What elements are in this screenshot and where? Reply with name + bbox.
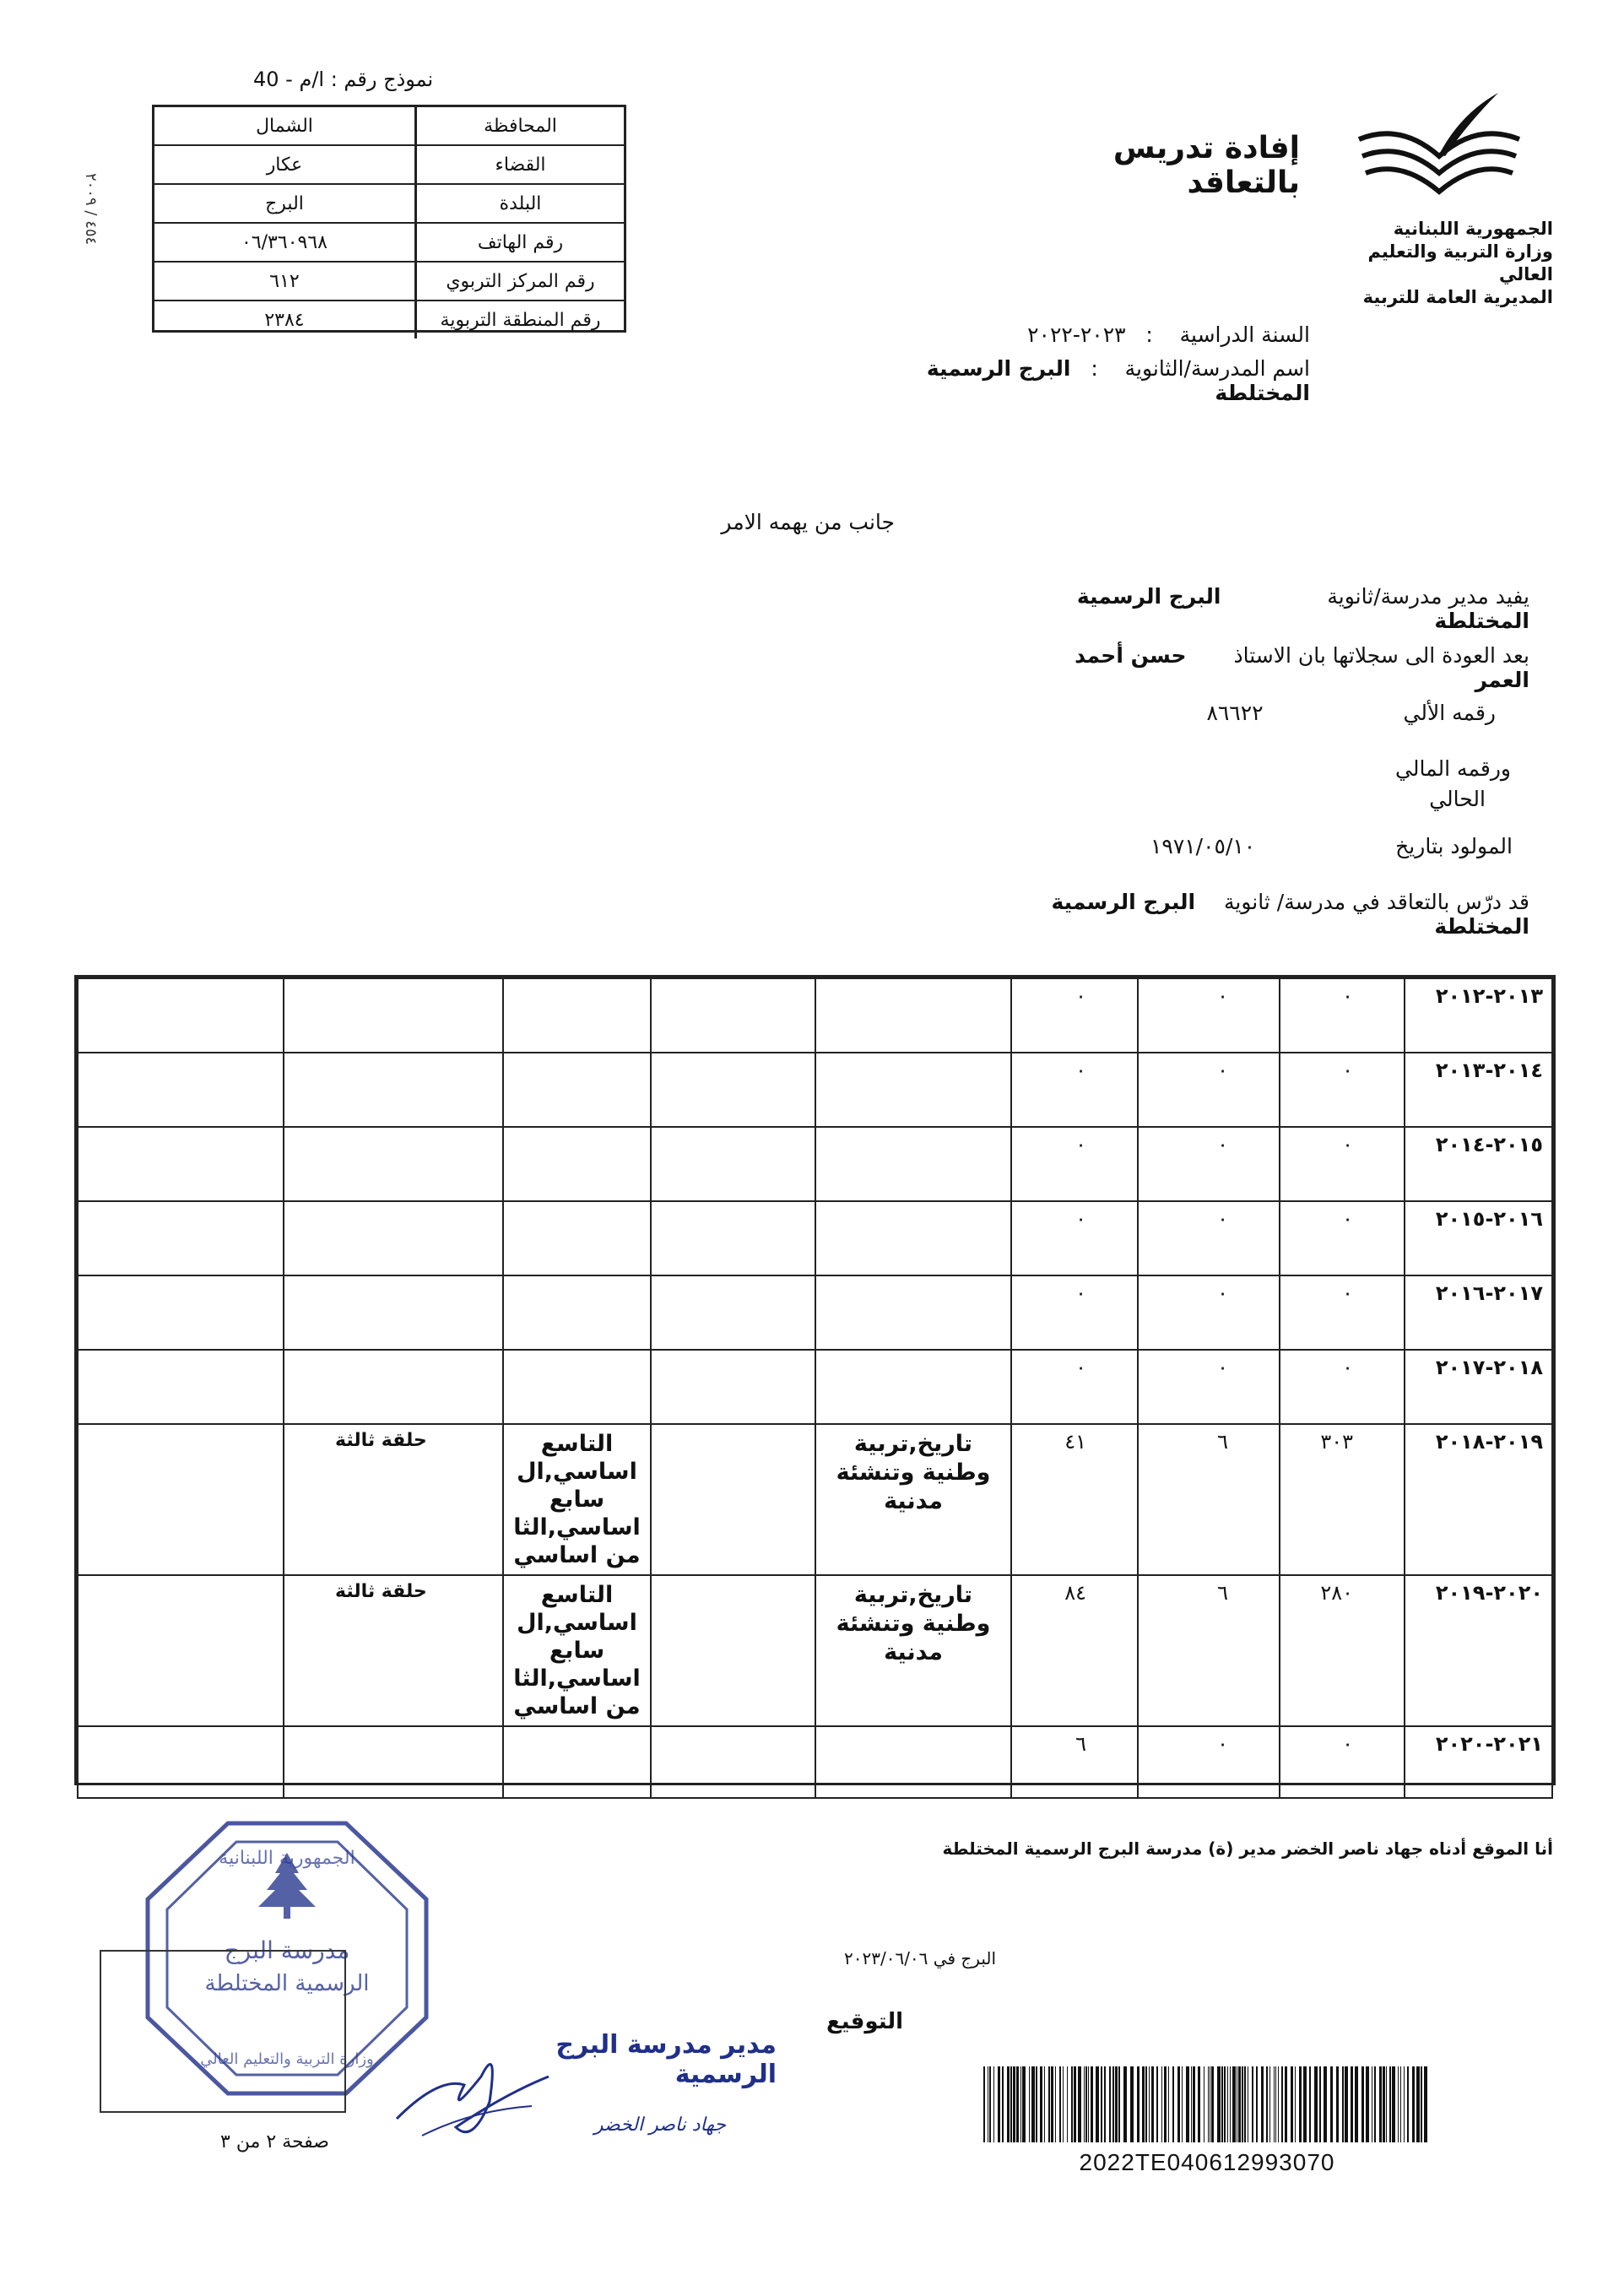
barcode-bar — [1109, 2066, 1111, 2142]
grades-cell: التاسع اساسي,ال سابع اساسي,الثا من اساسي — [503, 1575, 651, 1726]
svg-text:مدرسة البرج: مدرسة البرج — [224, 1936, 350, 1964]
barcode-number: 2022TE040612993070 — [1079, 2149, 1335, 2175]
count-cell: ٠ — [1011, 1350, 1138, 1424]
barcode-bar — [1142, 2066, 1145, 2142]
barcode-bar — [1407, 2066, 1409, 2142]
empty-cell — [78, 1350, 284, 1424]
subject-cell — [815, 1350, 1011, 1424]
barcode-bar — [1275, 2066, 1276, 2142]
handwritten-side-note: ٤٥٤ / ٢٠٠٩ — [82, 173, 100, 246]
barcode-bar — [1351, 2066, 1353, 2142]
grades-cell — [503, 1127, 651, 1201]
teacher-name: حسن أحمد العمر — [1075, 643, 1529, 692]
barcode-bar — [1085, 2066, 1087, 2142]
empty-cell — [651, 1201, 815, 1275]
barcode-bar — [998, 2066, 1000, 2142]
grades-cell — [503, 1726, 651, 1798]
barcode-bar — [1091, 2066, 1093, 2142]
grades-cell — [503, 1275, 651, 1350]
info-row-region-number — [154, 301, 624, 338]
table-body — [78, 978, 1552, 1798]
barcode-bar — [1193, 2066, 1195, 2142]
school-year-line — [928, 322, 1310, 347]
barcode-bar — [1198, 2066, 1200, 2142]
barcode-bar — [1266, 2066, 1268, 2142]
barcode-bar — [1424, 2066, 1427, 2142]
auto-number-label: رقمه الألي — [1403, 701, 1496, 725]
year-cell: ٢٠٢١-٢٠٢٠ — [1405, 1726, 1552, 1798]
table-row — [78, 1275, 1552, 1350]
barcode-bar — [1088, 2066, 1089, 2142]
empty-cell — [651, 1350, 815, 1424]
barcode-bar — [1078, 2066, 1081, 2142]
barcode-bar — [1096, 2066, 1099, 2142]
barcode-bar — [1242, 2066, 1243, 2142]
empty-cell — [651, 1424, 815, 1575]
info-label: رقم المركز التربوي — [414, 263, 624, 300]
count-cell: ٠ — [1011, 1275, 1138, 1350]
school-year-value: ٢٠٢٣-٢٠٢٢ — [1027, 322, 1126, 347]
barcode-bar — [1031, 2066, 1035, 2142]
barcode-bar — [1361, 2066, 1364, 2142]
barcode-bar — [1123, 2066, 1127, 2142]
school-info-box — [152, 105, 626, 333]
weekly-cell: ٠ — [1138, 1726, 1280, 1798]
empty-cell — [78, 1726, 284, 1798]
hours-cell: ٠ — [1280, 1350, 1405, 1424]
barcode-bar — [1084, 2066, 1085, 2142]
barcode-bar — [1177, 2066, 1180, 2142]
table-row — [78, 1201, 1552, 1275]
history-table — [77, 977, 1553, 1799]
subject-cell — [815, 1726, 1011, 1798]
table-row — [78, 1053, 1552, 1127]
barcode-bar — [1232, 2066, 1236, 2142]
barcode-bar — [1156, 2066, 1158, 2142]
table-row — [78, 1127, 1552, 1201]
barcode-bar — [1145, 2066, 1147, 2142]
empty-cell — [651, 1726, 815, 1798]
barcode-bar — [1063, 2066, 1064, 2142]
weekly-cell: ٠ — [1138, 1275, 1280, 1350]
barcode-bar — [1281, 2066, 1283, 2142]
auto-number-value: ٨٦٦٢٢ — [1206, 701, 1264, 725]
info-value: ٦١٢ — [269, 270, 300, 292]
empty-cell — [78, 1201, 284, 1275]
empty-cell — [651, 1127, 815, 1201]
barcode-bar — [1151, 2066, 1154, 2142]
barcode-bar — [989, 2066, 991, 2142]
issue-date: البرج في ٢٠٢٣/٠٦/٠٦ — [844, 1948, 996, 1968]
info-label: البلدة — [414, 185, 624, 222]
barcode-bar — [1412, 2066, 1415, 2142]
barcode-bar — [1016, 2066, 1019, 2142]
barcode-bar — [1211, 2066, 1214, 2142]
form-number: نموذج رقم : ا/م - 40 — [253, 68, 434, 91]
barcode-bar — [1224, 2066, 1226, 2142]
hours-cell: ٣٠٣ — [1280, 1424, 1405, 1575]
signature-label: التوقيع — [826, 2009, 903, 2034]
info-label: رقم المنطقة التربوية — [414, 301, 624, 338]
hours-cell: ٠ — [1280, 1726, 1405, 1798]
barcode-bar — [1274, 2066, 1275, 2142]
barcode-bar — [1010, 2066, 1012, 2142]
birth-date-line — [1097, 834, 1513, 858]
year-cell: ٢٠١٨-٢٠١٧ — [1405, 1350, 1552, 1424]
colon: : — [1077, 356, 1118, 381]
info-label: القضاء — [414, 146, 624, 183]
svg-text:الجمهورية اللبنانية: الجمهورية اللبنانية — [219, 1848, 355, 1869]
empty-cell — [651, 1575, 815, 1726]
barcode-bar — [1101, 2066, 1102, 2142]
subject-cell: تاريخ,تربية وطنية وتنشئة مدنية — [815, 1424, 1011, 1575]
ministry-line-2: وزارة التربية والتعليم العالي — [1367, 241, 1553, 284]
ministry-header — [1329, 218, 1553, 309]
hours-cell: ٠ — [1280, 1201, 1405, 1275]
barcode-bar — [1172, 2066, 1174, 2142]
barcode-bar — [1355, 2066, 1358, 2142]
hours-cell: ٠ — [1280, 1053, 1405, 1127]
weekly-cell: ٠ — [1138, 1350, 1280, 1424]
count-cell: ٦ — [1011, 1726, 1138, 1798]
records-line — [1047, 643, 1529, 692]
hours-cell: ٠ — [1280, 1127, 1405, 1201]
cycle-cell — [284, 1201, 503, 1275]
barcode-bar — [1164, 2066, 1167, 2142]
barcode-bar — [1029, 2066, 1030, 2142]
count-cell: ٠ — [1011, 1053, 1138, 1127]
info-value: ٢٣٨٤ — [264, 309, 305, 331]
subject-cell — [815, 978, 1011, 1053]
barcode-bar — [1048, 2066, 1050, 2142]
barcode-bar — [1074, 2066, 1076, 2142]
grades-cell: التاسع اساسي,ال سابع اساسي,الثا من اساسي — [503, 1424, 651, 1575]
info-value: عكار — [266, 154, 303, 176]
barcode-bar — [1366, 2066, 1369, 2142]
weekly-cell: ٠ — [1138, 1201, 1280, 1275]
barcode-bar — [1191, 2066, 1192, 2142]
barcode-bar — [1383, 2066, 1385, 2142]
to-whom-it-may-concern: جانب من يهمه الامر — [721, 510, 895, 534]
grades-cell — [503, 1350, 651, 1424]
barcode-bar — [1071, 2066, 1073, 2142]
barcode-bar — [1291, 2066, 1293, 2142]
table-row — [78, 1726, 1552, 1798]
barcode-bar — [1285, 2066, 1287, 2142]
barcode-bar — [1051, 2066, 1053, 2142]
barcode-bar — [1314, 2066, 1318, 2142]
school-year-label: السنة الدراسية — [1179, 322, 1310, 347]
info-value: الشمال — [256, 115, 313, 137]
year-cell: ٢٠٢٠-٢٠١٩ — [1405, 1575, 1552, 1726]
barcode-bar — [1392, 2066, 1395, 2142]
school-name-line — [827, 356, 1310, 405]
taught-school: البرج الرسمية المختلطة — [1051, 890, 1529, 939]
barcode-bar — [1400, 2066, 1401, 2142]
barcode-bar — [1416, 2066, 1420, 2142]
weekly-cell: ٠ — [1138, 978, 1280, 1053]
empty-cell — [78, 1127, 284, 1201]
barcode-bar — [1389, 2066, 1391, 2142]
barcode-bar — [1059, 2066, 1061, 2142]
weekly-cell: ٦ — [1138, 1424, 1280, 1575]
barcode-bar — [1036, 2066, 1037, 2142]
ministry-line-3: المديرية العامة للتربية — [1362, 287, 1553, 307]
barcode-bar — [1112, 2066, 1114, 2142]
barcode-bar — [1208, 2066, 1209, 2142]
barcode-bar — [1007, 2066, 1010, 2142]
barcode-bar — [1020, 2066, 1021, 2142]
svg-text:وزارة التربية والتعليم العالي: وزارة التربية والتعليم العالي — [200, 2050, 374, 2068]
barcode-bar — [1295, 2066, 1296, 2142]
page-number: صفحة ٢ من ٣ — [220, 2131, 329, 2152]
empty-cell — [78, 1575, 284, 1726]
director-stamp-title: مدير مدرسة البرج الرسمية — [555, 2030, 777, 2089]
barcode-bar — [1230, 2066, 1231, 2142]
cycle-cell: حلقة ثالثة — [284, 1575, 503, 1726]
cycle-cell — [284, 1726, 503, 1798]
barcode-bar — [1244, 2066, 1246, 2142]
hours-cell: ٠ — [1280, 978, 1405, 1053]
barcode-bar — [1217, 2066, 1221, 2142]
empty-cell — [78, 978, 284, 1053]
school-name-value: البرج الرسمية المختلطة — [926, 356, 1310, 405]
info-value: ٠٦/٣٦٠٩٦٨ — [241, 231, 328, 253]
table-row — [78, 1350, 1552, 1424]
barcode-bar — [1182, 2066, 1183, 2142]
barcode-bar — [1299, 2066, 1302, 2142]
table-row — [78, 1575, 1552, 1726]
stamp-frame — [100, 1950, 346, 2113]
subject-cell — [815, 1127, 1011, 1201]
director-stamp-name: جهاد ناصر الخضر — [593, 2115, 726, 2136]
empty-cell — [78, 1275, 284, 1350]
barcode-bar — [1168, 2066, 1169, 2142]
barcode-bar — [1278, 2066, 1279, 2142]
cycle-cell — [284, 1053, 503, 1127]
empty-cell — [78, 1053, 284, 1127]
year-cell: ٢٠١٥-٢٠١٤ — [1405, 1127, 1552, 1201]
barcode-bar — [1252, 2066, 1253, 2142]
cycle-cell — [284, 1275, 503, 1350]
barcode-bar — [1104, 2066, 1106, 2142]
cycle-cell: حلقة ثالثة — [284, 1424, 503, 1575]
barcode-bar — [1044, 2066, 1045, 2142]
barcode-bar — [1238, 2066, 1241, 2142]
hours-cell: ٠ — [1280, 1275, 1405, 1350]
barcode-bar — [1269, 2066, 1270, 2142]
grades-cell — [503, 978, 651, 1053]
barcode-bar — [1336, 2066, 1339, 2142]
birth-date-label: المولود بتاريخ — [1395, 834, 1513, 858]
handwritten-signature — [388, 2026, 557, 2152]
info-row-phone — [154, 224, 624, 263]
grades-cell — [503, 1053, 651, 1127]
empty-cell — [651, 978, 815, 1053]
informs-school: البرج الرسمية المختلطة — [1076, 584, 1529, 633]
info-label: المحافظة — [414, 107, 624, 144]
barcode-bar — [1227, 2066, 1228, 2142]
hours-cell: ٢٨٠ — [1280, 1575, 1405, 1726]
barcode-bar — [1161, 2066, 1162, 2142]
ministry-line-1: الجمهورية اللبنانية — [1393, 219, 1553, 239]
barcode-bar — [1013, 2066, 1015, 2142]
declaration-text: أنا الموقع أدناه جهاد ناصر الخضر مدير (ة) مدرسة البرج الرسمية المختلطة — [942, 1838, 1553, 1859]
year-cell: ٢٠١٣-٢٠١٢ — [1405, 978, 1552, 1053]
weekly-cell: ٦ — [1138, 1575, 1280, 1726]
auto-number-line — [1182, 701, 1496, 725]
year-cell: ٢٠١٩-٢٠١٨ — [1405, 1424, 1552, 1575]
school-name-label: اسم المدرسة/الثانوية — [1124, 356, 1310, 381]
informs-label: يفيد مدير مدرسة/ثانوية — [1327, 584, 1529, 609]
empty-cell — [78, 1424, 284, 1575]
barcode-bar — [1055, 2066, 1056, 2142]
weekly-cell: ٠ — [1138, 1053, 1280, 1127]
birth-date-value: ١٩٧١/٠٥/١٠ — [1150, 834, 1256, 858]
info-row-center-number — [154, 263, 624, 301]
empty-cell — [651, 1053, 815, 1127]
barcode-bar — [1374, 2066, 1376, 2142]
barcode-bar — [1002, 2066, 1004, 2142]
barcode-bar — [1040, 2066, 1042, 2142]
barcode-bar — [1324, 2066, 1327, 2142]
barcode-bar — [1330, 2066, 1333, 2142]
subject-cell — [815, 1053, 1011, 1127]
teaching-history-table — [74, 975, 1556, 1785]
barcode-bar — [983, 2066, 985, 2142]
info-value: البرج — [265, 192, 304, 214]
barcode-bar — [1130, 2066, 1134, 2142]
barcode-bar — [1115, 2066, 1118, 2142]
count-cell: ٠ — [1011, 978, 1138, 1053]
count-cell: ٠ — [1011, 1127, 1138, 1201]
info-row-governorate — [154, 107, 624, 146]
year-cell: ٢٠١٤-٢٠١٣ — [1405, 1053, 1552, 1127]
barcode-bar — [1067, 2066, 1068, 2142]
barcode-bar — [1309, 2066, 1311, 2142]
taught-at-line — [1004, 890, 1529, 939]
barcode-bar — [1404, 2066, 1405, 2142]
barcode-bar — [1386, 2066, 1387, 2142]
document-title: إفادة تدريس بالتعاقد — [1112, 131, 1300, 200]
financial-number-label-1: ورقمه المالي — [1395, 756, 1511, 781]
barcode-bar — [1118, 2066, 1120, 2142]
count-cell: ٠ — [1011, 1201, 1138, 1275]
barcode-bar — [1022, 2066, 1026, 2142]
barcode-bar — [1261, 2066, 1264, 2142]
subject-cell: تاريخ,تربية وطنية وتنشئة مدنية — [815, 1575, 1011, 1726]
grades-cell — [503, 1201, 651, 1275]
barcode-bar — [1345, 2066, 1348, 2142]
financial-number-label-2: الحالي — [1429, 787, 1486, 811]
info-row-town — [154, 185, 624, 224]
ministry-book-logo-icon — [1351, 89, 1528, 207]
weekly-cell: ٠ — [1138, 1127, 1280, 1201]
subject-cell — [815, 1275, 1011, 1350]
barcode-bar — [1186, 2066, 1189, 2142]
cycle-cell — [284, 978, 503, 1053]
empty-cell — [651, 1275, 815, 1350]
barcode-bar — [1149, 2066, 1150, 2142]
barcode-bar — [1379, 2066, 1382, 2142]
barcode-bar — [1256, 2066, 1258, 2142]
info-label: رقم الهاتف — [414, 224, 624, 261]
informs-line — [1004, 584, 1529, 633]
count-cell: ٤١ — [1011, 1424, 1138, 1575]
barcode-bar — [1421, 2066, 1422, 2142]
barcode-bar — [1303, 2066, 1307, 2142]
colon: : — [1132, 322, 1173, 347]
records-label: بعد العودة الى سجلاتها بان الاستاذ — [1233, 643, 1529, 668]
count-cell: ٨٤ — [1011, 1575, 1138, 1726]
barcode-bar — [993, 2066, 994, 2142]
barcode-bar — [1137, 2066, 1140, 2142]
taught-label: قد درّس بالتعاقد في مدرسة/ ثانوية — [1224, 890, 1529, 914]
table-row — [78, 978, 1552, 1053]
barcode-bar — [1319, 2066, 1321, 2142]
barcode-bar — [1342, 2066, 1344, 2142]
barcode-bar — [1221, 2066, 1223, 2142]
year-cell: ٢٠١٧-٢٠١٦ — [1405, 1275, 1552, 1350]
table-row — [78, 1424, 1552, 1575]
cycle-cell — [284, 1350, 503, 1424]
svg-text:الرسمية المختلطة: الرسمية المختلطة — [204, 1971, 370, 1996]
year-cell: ٢٠١٦-٢٠١٥ — [1405, 1201, 1552, 1275]
subject-cell — [815, 1201, 1011, 1275]
document-barcode — [983, 2066, 1431, 2142]
cycle-cell — [284, 1127, 503, 1201]
info-row-district — [154, 146, 624, 185]
barcode-bar — [1398, 2066, 1399, 2142]
